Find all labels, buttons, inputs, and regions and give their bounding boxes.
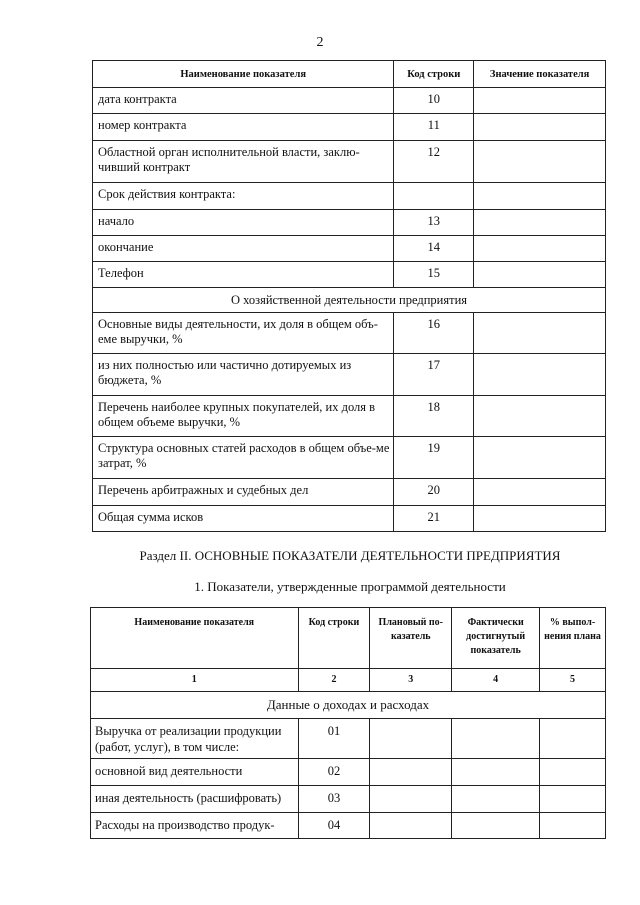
table-row [93,506,606,532]
table-row [93,313,606,354]
contract-info-table [92,60,606,532]
planned-cell[interactable] [370,719,452,759]
actual-cell[interactable] [452,759,540,786]
row-code: 19 [394,437,474,479]
section-title: Раздел II. ОСНОВНЫЕ ПОКАЗАТЕЛИ ДЕЯТЕЛЬНОСТИ ПРЕДПРИЯТИЯ [139,548,561,563]
table-row [93,354,606,396]
row-name: основной вид деятельности [91,759,299,786]
header-row-code: Код строки [298,608,370,669]
table-header-row [93,61,606,88]
table-row [93,479,606,506]
percent-cell[interactable] [540,759,606,786]
table-row [93,88,606,114]
row-name: Расходы на производство продук- [91,813,299,839]
row-code: 11 [394,114,474,141]
row-value-cell[interactable] [474,114,606,141]
row-value-cell[interactable] [474,262,606,288]
header-indicator-name: Наименование показателя [93,61,394,88]
header-indicator-value: Значение показателя [474,61,606,88]
row-value-cell[interactable] [474,506,606,532]
page-number: 2 [316,35,324,50]
header-percent: % выпол-нения плана [540,608,606,669]
row-value-cell[interactable] [474,354,606,396]
table-row [93,114,606,141]
row-name: начало [93,210,394,236]
column-number: 1 [91,669,299,692]
row-code: 15 [394,262,474,288]
row-name: Областной орган исполнительной власти, заклю-чивший контракт [93,141,394,183]
percent-cell[interactable] [540,786,606,813]
row-name: Выручка от реализации продукции (работ, услуг), в том числе: [91,719,299,759]
table-row [91,786,606,813]
percent-cell[interactable] [540,813,606,839]
table-row [91,813,606,839]
row-name: номер контракта [93,114,394,141]
table-header-row [91,608,606,669]
section-row [91,692,606,719]
row-code: 21 [394,506,474,532]
percent-cell[interactable] [540,719,606,759]
row-name: Структура основных статей расходов в общем объе-ме затрат, % [93,437,394,479]
planned-cell[interactable] [370,786,452,813]
section-heading: О хозяйственной деятельности предприятия [93,288,606,313]
row-code [394,183,474,210]
row-name: дата контракта [93,88,394,114]
row-name: Телефон [93,262,394,288]
program-indicators-table [90,607,606,839]
section-row [93,288,606,313]
header-actual: Фактически достигнутый показатель [452,608,540,669]
table-row [93,396,606,437]
section-heading: Данные о доходах и расходах [91,692,606,719]
row-code: 04 [298,813,370,839]
row-value-cell[interactable] [474,88,606,114]
row-value-cell[interactable] [474,183,606,210]
row-name: Перечень наиболее крупных покупателей, их доля в общем объеме выручки, % [93,396,394,437]
row-value-cell[interactable] [474,396,606,437]
row-code: 14 [394,236,474,262]
row-code: 17 [394,354,474,396]
column-number: 4 [452,669,540,692]
row-name: иная деятельность (расшифровать) [91,786,299,813]
row-value-cell[interactable] [474,479,606,506]
row-name: из них полностью или частично дотируемых из бюджета, % [93,354,394,396]
table-row [93,183,606,210]
row-name: Перечень арбитражных и судебных дел [93,479,394,506]
table-row [91,719,606,759]
column-number: 2 [298,669,370,692]
actual-cell[interactable] [452,813,540,839]
row-code: 10 [394,88,474,114]
header-indicator-name: Наименование показателя [91,608,299,669]
row-value-cell[interactable] [474,141,606,183]
row-code: 12 [394,141,474,183]
row-name: Общая сумма исков [93,506,394,532]
table-row [93,262,606,288]
table-row [93,236,606,262]
row-value-cell[interactable] [474,236,606,262]
planned-cell[interactable] [370,759,452,786]
row-value-cell[interactable] [474,313,606,354]
column-number-row [91,669,606,692]
actual-cell[interactable] [452,786,540,813]
row-code: 20 [394,479,474,506]
table-row [91,759,606,786]
row-name: окончание [93,236,394,262]
row-value-cell[interactable] [474,210,606,236]
row-code: 13 [394,210,474,236]
row-code: 16 [394,313,474,354]
row-name: Срок действия контракта: [93,183,394,210]
column-number: 5 [540,669,606,692]
row-code: 02 [298,759,370,786]
row-code: 03 [298,786,370,813]
planned-cell[interactable] [370,813,452,839]
header-row-code: Код строки [394,61,474,88]
table-row [93,437,606,479]
subsection-title: 1. Показатели, утвержденные программой деятельности [194,579,506,594]
table-row [93,210,606,236]
header-planned: Плановый по-казатель [370,608,452,669]
table-row [93,141,606,183]
column-number: 3 [370,669,452,692]
row-value-cell[interactable] [474,437,606,479]
row-name: Основные виды деятельности, их доля в общем объ-еме выручки, % [93,313,394,354]
row-code: 01 [298,719,370,759]
row-code: 18 [394,396,474,437]
actual-cell[interactable] [452,719,540,759]
